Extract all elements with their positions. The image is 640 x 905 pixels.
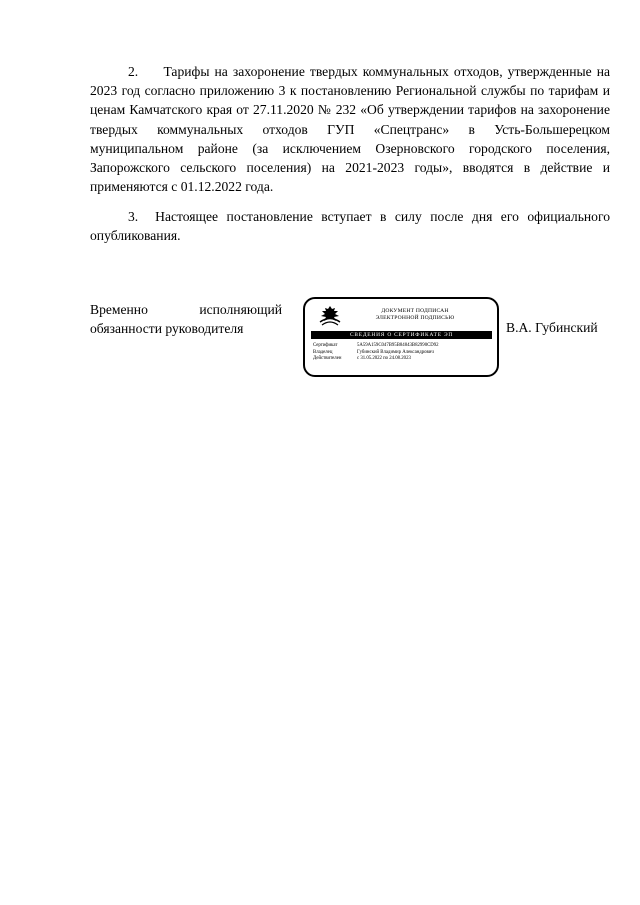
role-line-2: обязанности руководителя xyxy=(90,321,244,336)
stamp-header-line-1: ДОКУМЕНТ ПОДПИСАН xyxy=(381,308,449,314)
paragraph-text: Настоящее постановление вступает в силу после дня его официального опубликования. xyxy=(90,209,611,244)
paragraph-text: Тарифы на захоронение твердых коммунальных отходов, утвержденные на 2023 год согласно приложению 3 к постановлению Региональной службы по тарифам и ценам Камчатского края от 27.11.2020 № 232 «Об утверждении тарифов на захоронение твердых коммунальных отходов ГУП «Спецтранс» в Усть-Большерецком муниципальном районе (за исключением Озерновского городского поселения, Запорожского сельского поселения) на 2021-2023 годы», вводятся в действие и применяются с 01.12.2022 года. xyxy=(90,64,611,195)
paragraph-number: 2. xyxy=(128,64,139,79)
role-word-1: Временно xyxy=(90,302,148,317)
validity-row xyxy=(313,356,411,362)
row-value: с 31.05.2022 по 24.08.2023 xyxy=(357,356,411,361)
certificate-row xyxy=(313,343,439,349)
row-value: 5A59A159C047B95B84843B82990CD92 xyxy=(357,343,439,348)
row-label: Сертификат xyxy=(313,343,338,348)
row-label: Владелец xyxy=(313,349,333,355)
owner-row xyxy=(313,350,434,356)
signatory-name: В.А. Губинский xyxy=(506,320,598,335)
coat-of-arms-icon xyxy=(317,304,343,328)
paragraph-3 xyxy=(90,207,610,245)
stamp-header-line-2: ЭЛЕКТРОННОЙ ПОДПИСЬЮ xyxy=(375,314,455,321)
certificate-info-bar: СВЕДЕНИЯ О СЕРТИФИКАТЕ ЭП xyxy=(311,331,492,339)
signatory-role xyxy=(90,300,282,338)
stamp-header xyxy=(355,308,475,321)
role-word-2: исполняющий xyxy=(199,302,282,317)
row-label: Действителен xyxy=(313,356,342,361)
paragraph-2 xyxy=(90,62,610,196)
row-value: Губинский Владимир Александрович xyxy=(357,349,434,355)
electronic-signature-stamp xyxy=(303,297,499,377)
paragraph-number: 3. xyxy=(128,209,139,224)
